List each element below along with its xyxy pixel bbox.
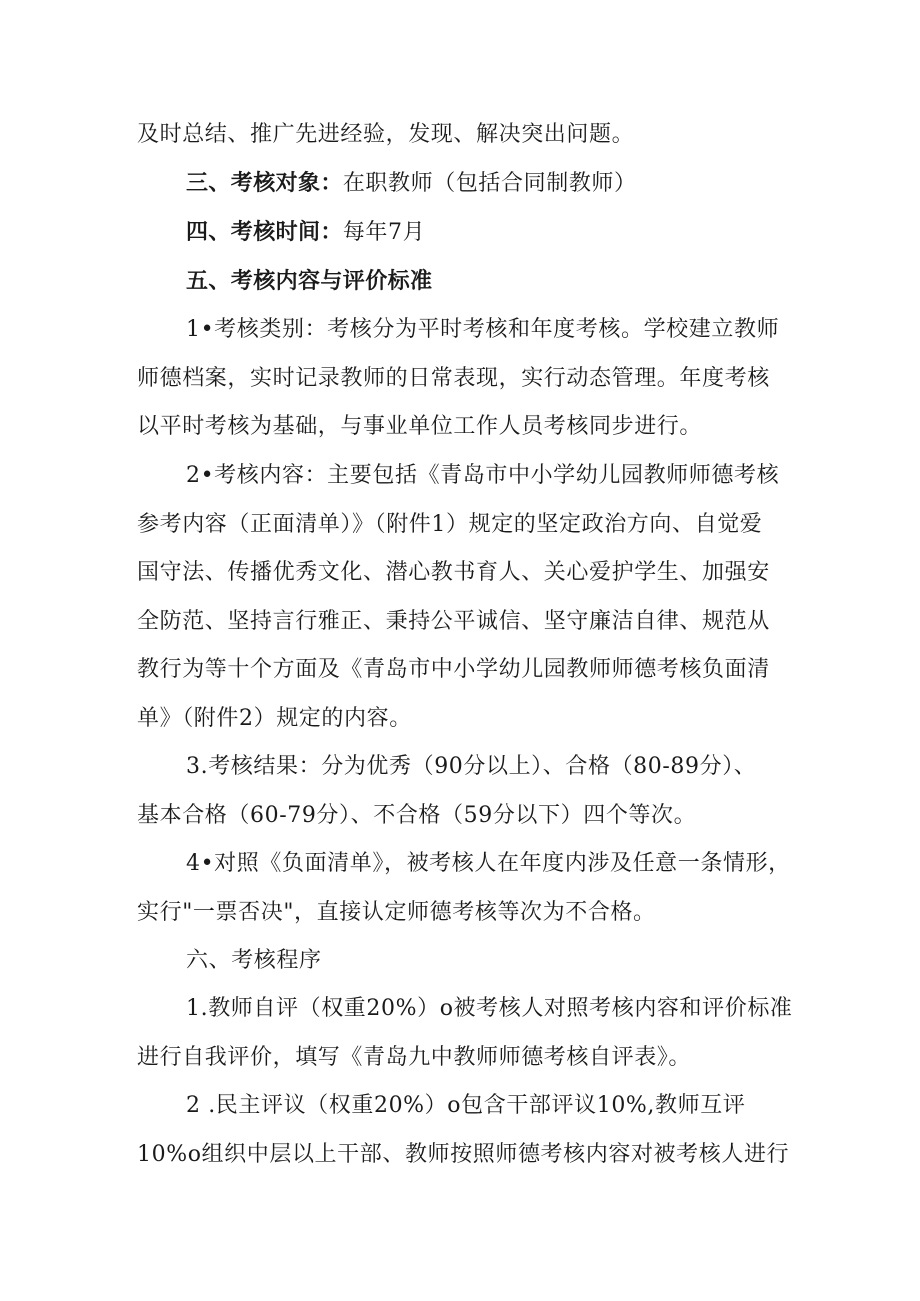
paragraph-line: 3.考核结果：分为优秀（90分以上）、合格（80-89分）、 — [186, 754, 757, 779]
section-label: 四、考核时间： — [186, 220, 343, 245]
section-label: 三、考核对象： — [186, 171, 343, 196]
paragraph-line: 参考内容（正面清单）》（附件1）规定的坚定政治方向、自觉爱 — [137, 512, 763, 537]
section-three-line — [186, 169, 637, 199]
section-value: 每年7月 — [342, 220, 426, 245]
paragraph-line: 及时总结、推广先进经验，发现、解决突出问题。 — [137, 122, 635, 147]
section-value: 在职教师（包括合同制教师） — [342, 171, 637, 196]
paragraph-line: 10%o组织中层以上干部、教师按照师德考核内容对被考核人进行 — [137, 1142, 790, 1167]
paragraph-line: 教行为等十个方面及《青岛市中小学幼儿园教师师德考核负面清 — [137, 657, 770, 682]
paragraph-line: 1•考核类别：考核分为平时考核和年度考核。学校建立教师 — [186, 317, 780, 342]
paragraph-line: 2 .民主评议（权重20%）o包含干部评议10%,教师互评 — [186, 1093, 746, 1118]
paragraph-line: 国守法、传播优秀文化、潜心教书育人、关心爱护学生、加强安 — [137, 560, 770, 585]
paragraph-line: 实行"一票否决"，直接认定师德考核等次为不合格。 — [137, 900, 656, 925]
section-heading: 六、考核程序 — [186, 948, 322, 973]
paragraph-line: 单》（附件2）规定的内容。 — [137, 706, 412, 731]
section-four-line — [186, 218, 425, 248]
paragraph-line: 全防范、坚持言行雅正、秉持公平诚信、坚守廉洁自律、规范从 — [137, 609, 770, 634]
section-heading: 五、考核内容与评价标准 — [186, 269, 433, 294]
paragraph-line: 基本合格（60-79分）、不合格（59分以下）四个等次。 — [137, 803, 697, 828]
paragraph-line: 以平时考核为基础，与事业单位工作人员考核同步进行。 — [137, 414, 703, 439]
paragraph-line: 2•考核内容：主要包括《青岛市中小学幼儿园教师师德考核 — [186, 463, 780, 488]
paragraph-line: 1.教师自评（权重20%）o被考核人对照考核内容和评价标准 — [186, 996, 793, 1021]
paragraph-line: 4•对照《负面清单》，被考核人在年度内涉及任意一条情形， — [186, 851, 791, 876]
paragraph-line: 进行自我评价，填写《青岛九中教师师德考核自评表》。 — [137, 1045, 692, 1070]
paragraph-line: 师德档案，实时记录教师的日常表现，实行动态管理。年度考核 — [137, 366, 770, 391]
